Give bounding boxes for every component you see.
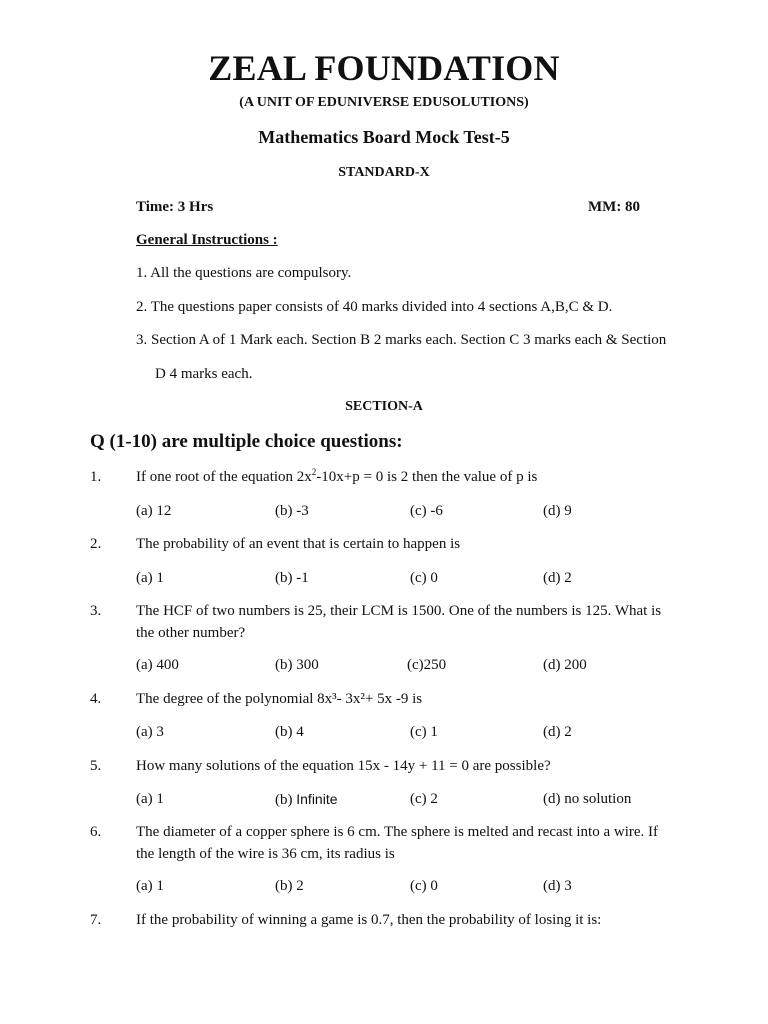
question-number: 2. [90, 536, 102, 552]
question-number: 3. [90, 603, 102, 619]
question-text: The probability of an event that is certain to happen is [136, 536, 461, 552]
option-a: (a) 3 [136, 724, 164, 740]
instructions-heading: General Instructions : [136, 232, 278, 248]
instruction-item: 3. Section A of 1 Mark each. Section B 2 marks each. Section C 3 marks each & Section [136, 332, 667, 348]
option-c: (c) 1 [410, 724, 438, 740]
option-b: (b) -3 [275, 503, 309, 519]
mcq-heading: Q (1-10) are multiple choice questions: [90, 431, 403, 452]
question-text-part: If one root of the equation 2x [136, 469, 312, 485]
option-d: (d) 2 [543, 724, 572, 740]
option-a: (a) 400 [136, 657, 179, 673]
option-b: (b) 4 [275, 724, 304, 740]
question-text-continued: the other number? [136, 625, 246, 641]
question-number: 4. [90, 691, 102, 707]
exam-name: Mathematics Board Mock Test-5 [258, 127, 510, 147]
option-d: (d) 9 [543, 503, 572, 519]
option-d: (d) 200 [543, 657, 587, 673]
option-c: (c) 0 [410, 878, 438, 894]
option-letter: (b) [275, 792, 297, 808]
question-text-part: -10x+p = 0 is 2 then the value of p is [316, 469, 538, 485]
question-text-continued: the length of the wire is 36 cm, its radius is [136, 846, 395, 862]
instruction-item: 1. All the questions are compulsory. [136, 265, 352, 281]
option-b: (b) -1 [275, 570, 309, 586]
option-b [275, 791, 338, 809]
option-a: (a) 1 [136, 570, 164, 586]
question-number: 6. [90, 824, 102, 840]
question-text: How many solutions of the equation 15x - 14y + 11 = 0 are possible? [136, 758, 551, 774]
option-d: (d) 2 [543, 570, 572, 586]
standard-label: STANDARD-X [338, 165, 430, 180]
question-text: The HCF of two numbers is 25, their LCM is 1500. One of the numbers is 125. What is [136, 603, 662, 619]
option-d: (d) no solution [543, 791, 632, 807]
page-subtitle: (A UNIT OF EDUNIVERSE EDUSOLUTIONS) [239, 95, 529, 110]
option-c: (c) -6 [410, 503, 443, 519]
instruction-item: D 4 marks each. [155, 366, 253, 382]
question-number: 1. [90, 469, 102, 485]
option-a: (a) 12 [136, 503, 172, 519]
option-a: (a) 1 [136, 791, 164, 807]
option-c: (c)250 [407, 657, 447, 673]
option-b: (b) 300 [275, 657, 319, 673]
option-b: (b) 2 [275, 878, 304, 894]
instruction-item: 2. The questions paper consists of 40 marks divided into 4 sections A,B,C & D. [136, 299, 613, 315]
question-text [136, 466, 537, 488]
question-text: If the probability of winning a game is 0.7, then the probability of losing it is: [136, 912, 602, 928]
exponent: 2 [311, 467, 317, 477]
question-number: 7. [90, 912, 102, 928]
page-title: ZEAL FOUNDATION [208, 48, 560, 88]
time-label: Time: 3 Hrs [136, 199, 214, 215]
question-text: The degree of the polynomial 8x³- 3x²+ 5x -9 is [136, 691, 423, 707]
max-marks-label: MM: 80 [588, 199, 641, 215]
option-d: (d) 3 [543, 878, 572, 894]
section-heading: SECTION-A [345, 399, 423, 414]
option-a: (a) 1 [136, 878, 164, 894]
question-number: 5. [90, 758, 102, 774]
option-c: (c) 2 [410, 791, 438, 807]
option-value: Infinite [296, 791, 338, 807]
question-text: The diameter of a copper sphere is 6 cm. The sphere is melted and recast into a wire. If [136, 824, 659, 840]
option-c: (c) 0 [410, 570, 438, 586]
